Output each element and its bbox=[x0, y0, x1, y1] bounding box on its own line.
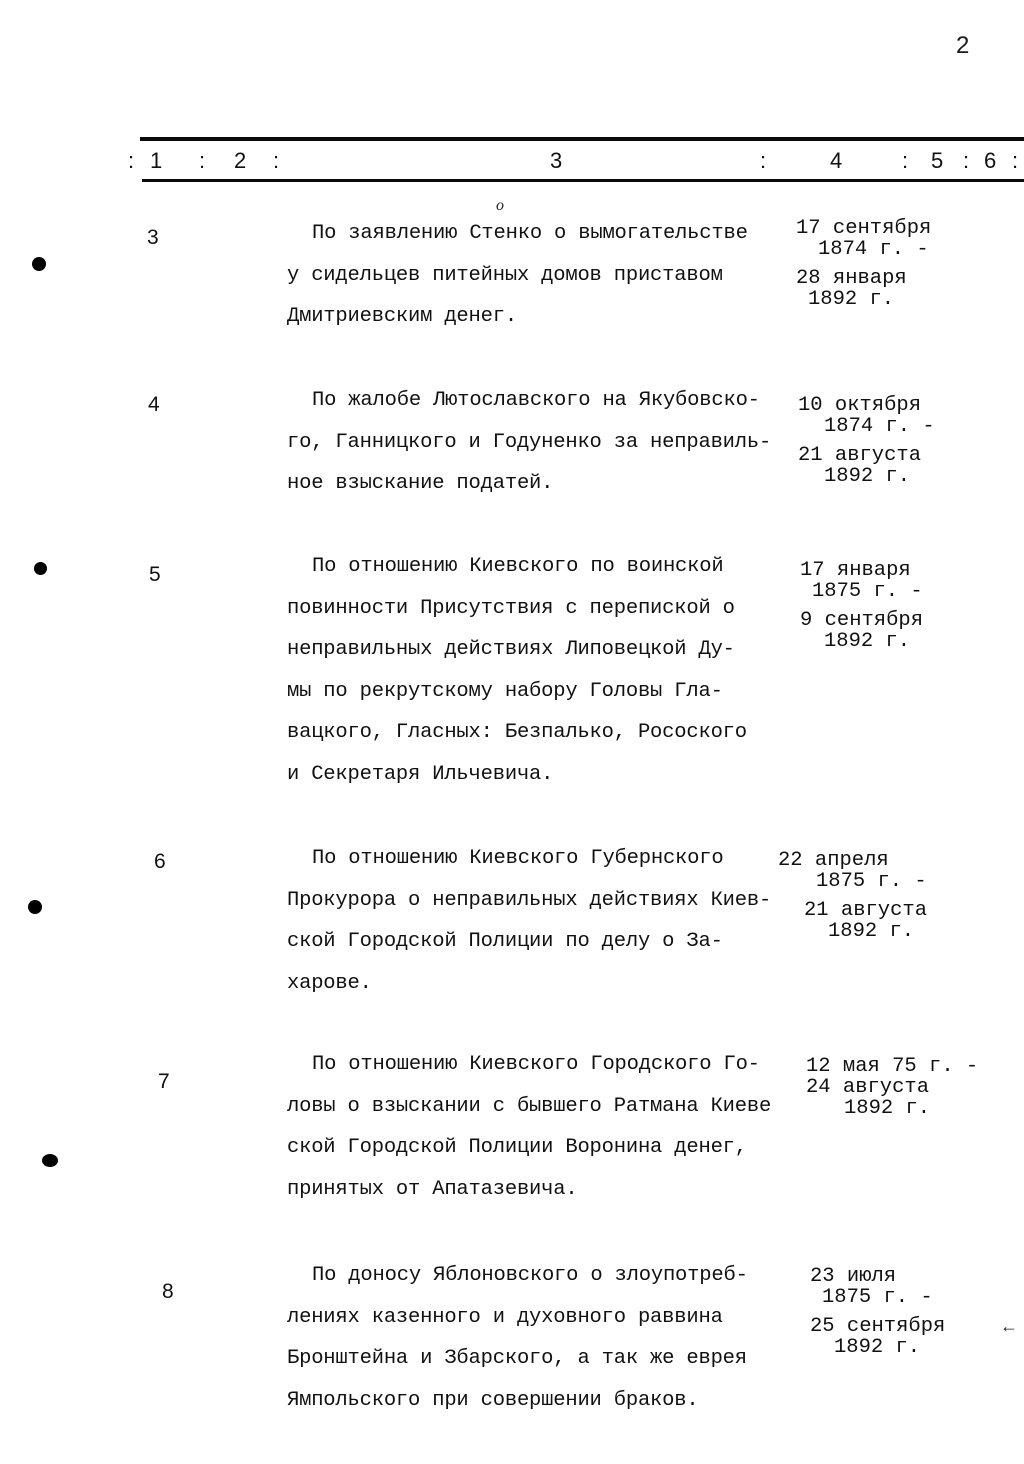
punch-hole-dot bbox=[32, 257, 46, 271]
column-header-3: 3 bbox=[550, 148, 563, 173]
entry-description: По отношению Киевского по воинской повинности Присутствия с перепиской о неправильных действиях Липовецкой Ду- мы по рекрутскому набору Головы Гла- вацкого, Гласных: Безпалько, Росоского и Секретаря Ильчевича. bbox=[287, 555, 747, 786]
entry-number: 7 bbox=[158, 1070, 170, 1093]
page-number: 2 bbox=[956, 32, 970, 59]
column-header-1: 1 bbox=[150, 148, 163, 173]
header-rule-bottom bbox=[142, 179, 1024, 182]
entry-dates: 17 сентября 1874 г. - 28 января 1892 г. bbox=[796, 217, 932, 311]
entry-number: 3 bbox=[147, 226, 159, 249]
punch-hole-dot bbox=[42, 1154, 58, 1167]
margin-arrow-mark: ← bbox=[1000, 1316, 1018, 1336]
column-header-2: 2 bbox=[234, 148, 247, 173]
punch-hole-dot bbox=[34, 562, 47, 575]
entry-dates: 23 июля 1875 г. - 25 сентября 1892 г. bbox=[810, 1265, 946, 1359]
entry-dates: 10 октября 1874 г. - 21 августа 1892 г. bbox=[798, 394, 935, 488]
entry-description: По заявлению Стенко о вымогательстве у сидельцев питейных домов приставом Дмитриевским денег. bbox=[287, 222, 748, 328]
entry-description: По жалобе Лютославского на Якубовско- го, Ганницкого и Годуненко за неправиль- ное взыскание податей. bbox=[287, 389, 772, 495]
punch-hole-dot bbox=[28, 900, 42, 914]
entry-number: 4 bbox=[148, 393, 160, 416]
entry-number: 8 bbox=[162, 1280, 174, 1303]
entry-number: 6 bbox=[154, 850, 166, 873]
entry-description: По отношению Киевского Городского Го- ловы о взыскании с бывшего Ратмана Киеве ской Городской Полиции Воронина денег, принятых от Апатазевича. bbox=[287, 1053, 772, 1201]
column-header-4: 4 bbox=[830, 148, 843, 173]
column-separator: : bbox=[902, 148, 909, 173]
handwritten-annotation: о bbox=[496, 197, 504, 214]
entry-description: По отношению Киевского Губернского Прокурора о неправильных действиях Киев- ской Городской Полиции по делу о За- харове. bbox=[287, 847, 772, 995]
column-separator: : bbox=[199, 148, 206, 173]
column-separator: : bbox=[128, 148, 135, 173]
column-separator: : bbox=[1012, 148, 1019, 173]
column-separator: : bbox=[963, 148, 970, 173]
entry-dates: 12 мая 75 г. - 24 августа 1892 г. bbox=[806, 1055, 979, 1120]
column-header-6: 6 bbox=[984, 148, 997, 173]
column-separator: : bbox=[273, 148, 280, 173]
column-separator: : bbox=[760, 148, 767, 173]
entry-description: По доносу Яблоновского о злоупотреб- лениях казенного и духовного раввина Бронштейна и Збарского, а так же еврея Ямпольского при совершении браков. bbox=[287, 1264, 748, 1412]
entry-dates: 22 апреля 1875 г. - 21 августа 1892 г. bbox=[778, 849, 928, 943]
column-header-5: 5 bbox=[931, 148, 944, 173]
entry-dates: 17 января 1875 г. - 9 сентября 1892 г. bbox=[800, 559, 924, 653]
entry-number: 5 bbox=[149, 563, 161, 586]
header-rule-top bbox=[140, 137, 1024, 141]
table-header bbox=[0, 146, 1024, 176]
